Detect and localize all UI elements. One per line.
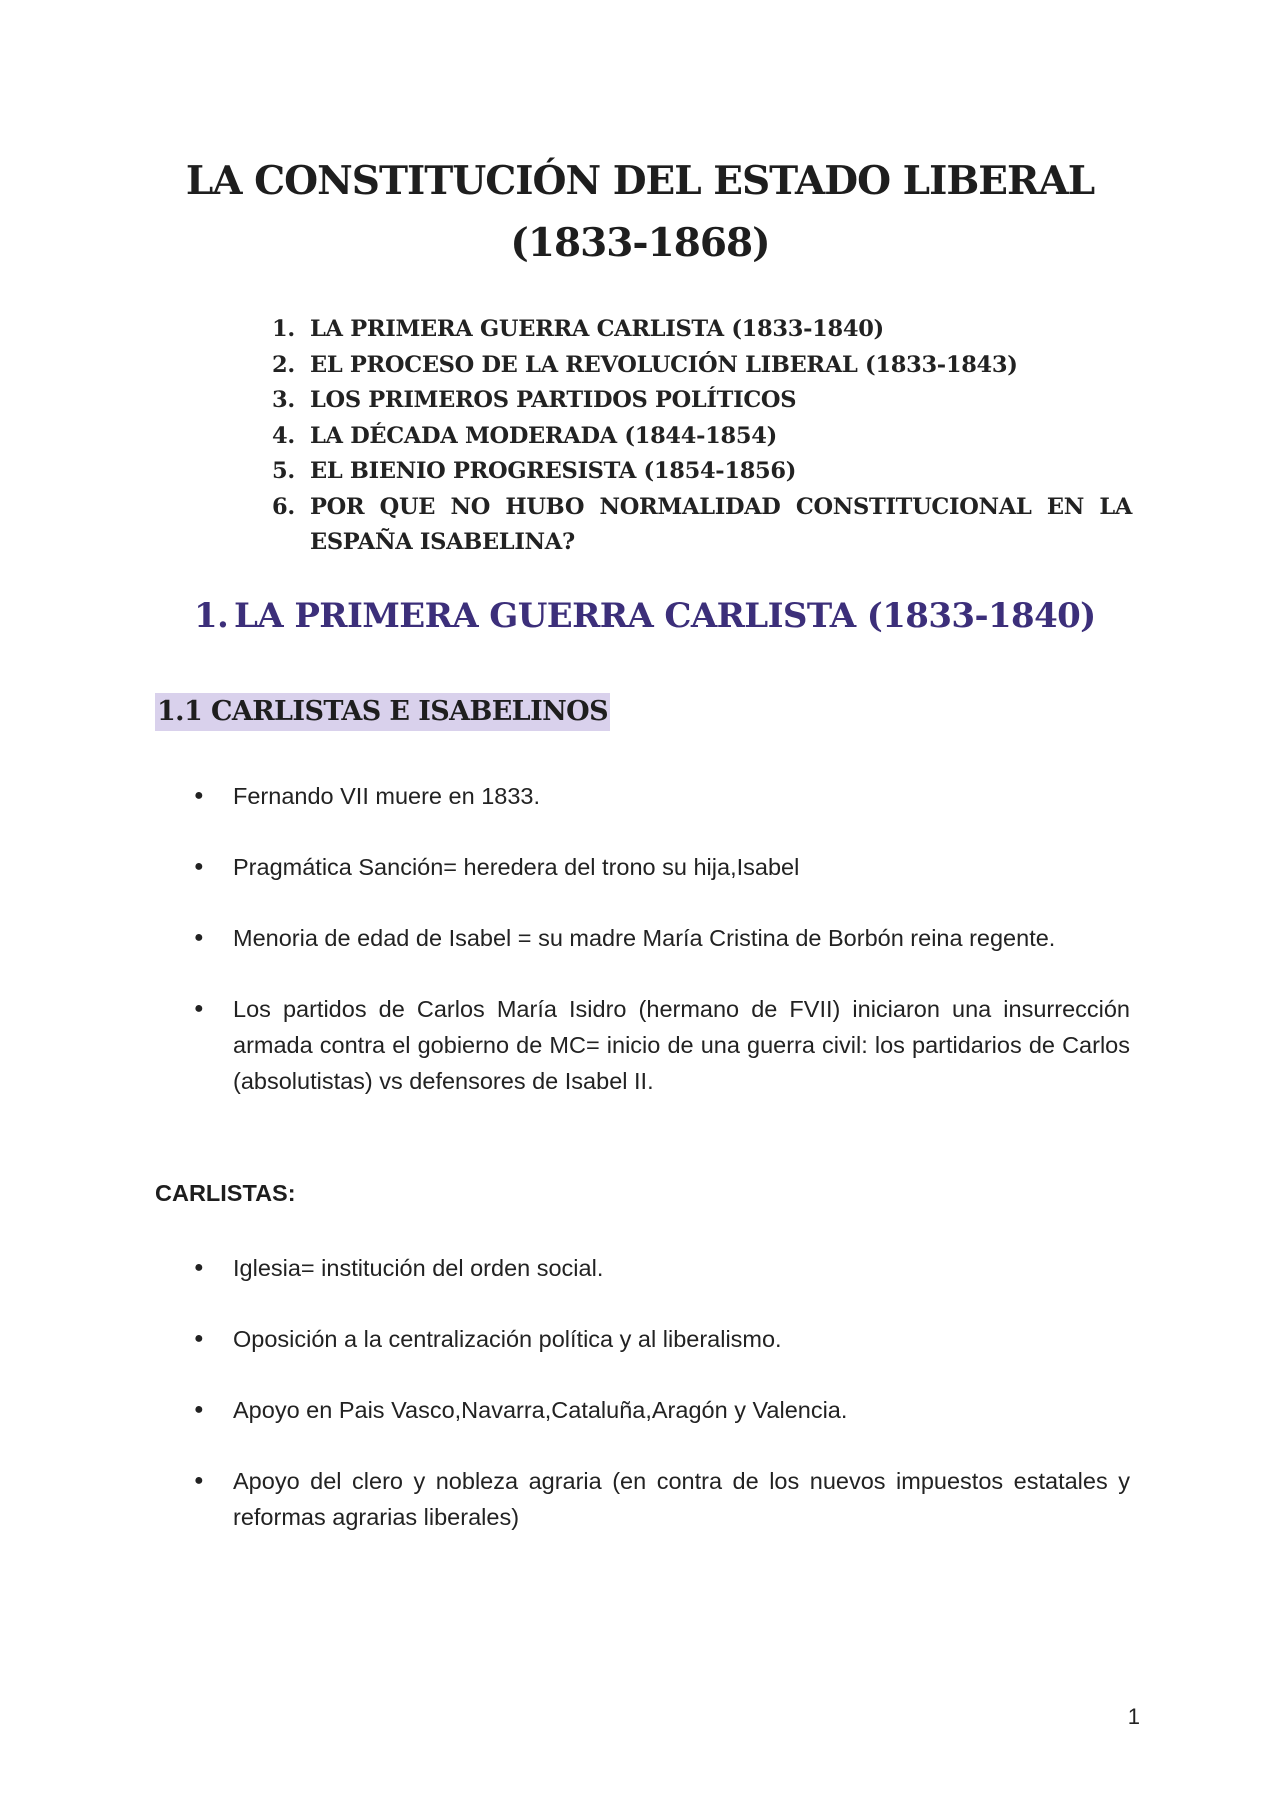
toc-item bbox=[272, 312, 1132, 348]
carlistas-label: CARLISTAS: bbox=[155, 1180, 296, 1206]
toc-number: 3. bbox=[272, 387, 295, 413]
bullet-icon: ● bbox=[194, 1401, 204, 1418]
document-title bbox=[0, 150, 1280, 274]
toc-item bbox=[272, 383, 1132, 419]
list-item bbox=[192, 1392, 1130, 1428]
toc-text bbox=[310, 490, 1132, 561]
list-item-text: Apoyo del clero y nobleza agraria (en contra de los nuevos impuestos estatales y reformas agrarias liberales) bbox=[233, 1468, 1130, 1530]
list-item-text: Pragmática Sanción= heredera del trono su hija,Isabel bbox=[233, 854, 800, 880]
title-line-1: LA CONSTITUCIÓN DEL ESTADO LIBERAL bbox=[185, 158, 1095, 204]
list-item bbox=[192, 1463, 1130, 1535]
list-item bbox=[192, 1250, 1130, 1286]
list-item bbox=[192, 778, 1130, 814]
bullet-icon: ● bbox=[194, 1000, 204, 1017]
toc-text: EL BIENIO PROGRESISTA (1854-1856) bbox=[310, 458, 797, 484]
toc-number: 6. bbox=[272, 493, 295, 520]
list-item-text: Iglesia= institución del orden social. bbox=[233, 1255, 604, 1281]
toc-text-line-1: POR QUE NO HUBO NORMALIDAD CONSTITUCIONAL EN LA bbox=[310, 493, 1132, 520]
toc-item bbox=[272, 348, 1132, 384]
toc-text: LA PRIMERA GUERRA CARLISTA (1833-1840) bbox=[310, 316, 884, 342]
section-title: LA PRIMERA GUERRA CARLISTA (1833-1840) bbox=[234, 596, 1096, 636]
bullet-icon: ● bbox=[194, 787, 204, 804]
toc-item bbox=[272, 454, 1132, 490]
bullet-icon: ● bbox=[194, 1472, 204, 1489]
toc-number: 5. bbox=[272, 458, 295, 484]
list-item bbox=[192, 1321, 1130, 1357]
list-item bbox=[192, 849, 1130, 885]
page-number: 1 bbox=[1127, 1704, 1140, 1729]
subsection-heading: 1.1 CARLISTAS E ISABELINOS bbox=[155, 693, 610, 731]
toc-item bbox=[272, 419, 1132, 455]
table-of-contents bbox=[272, 312, 1132, 561]
toc-number: 1. bbox=[272, 316, 295, 342]
toc-text-line-2: ESPAÑA ISABELINA? bbox=[310, 529, 575, 555]
toc-text: LOS PRIMEROS PARTIDOS POLÍTICOS bbox=[310, 387, 797, 413]
title-line-2: (1833-1868) bbox=[510, 220, 770, 266]
bullet-list-carlistas bbox=[192, 1250, 1130, 1535]
bullet-icon: ● bbox=[194, 858, 204, 875]
toc-number: 4. bbox=[272, 422, 295, 449]
bullet-icon: ● bbox=[194, 929, 204, 946]
list-item-text: Menoria de edad de Isabel = su madre María Cristina de Borbón reina regente. bbox=[233, 925, 1056, 951]
list-item-text: Apoyo en Pais Vasco,Navarra,Cataluña,Aragón y Valencia. bbox=[233, 1397, 848, 1423]
toc-text: LA DÉCADA MODERADA (1844-1854) bbox=[310, 422, 777, 449]
list-item-text: Los partidos de Carlos María Isidro (hermano de FVII) iniciaron una insurrección armada contra el gobierno de MC= inicio de una guerra civil: los partidarios de Carlos (absolutistas) vs defensores de Isabel II. bbox=[233, 996, 1130, 1094]
bullet-icon: ● bbox=[194, 1330, 204, 1347]
bullet-list-intro bbox=[192, 778, 1130, 1099]
bullet-icon: ● bbox=[194, 1259, 204, 1276]
toc-item bbox=[272, 490, 1132, 561]
section-heading bbox=[194, 592, 1096, 640]
toc-number: 2. bbox=[272, 351, 295, 378]
section-number: 1. bbox=[194, 596, 229, 636]
toc-text: EL PROCESO DE LA REVOLUCIÓN LIBERAL (1833-1843) bbox=[310, 351, 1018, 378]
list-item-text: Oposición a la centralización política y al liberalismo. bbox=[233, 1326, 782, 1352]
list-item bbox=[192, 920, 1130, 956]
list-item-text: Fernando VII muere en 1833. bbox=[233, 783, 541, 809]
list-item bbox=[192, 991, 1130, 1099]
